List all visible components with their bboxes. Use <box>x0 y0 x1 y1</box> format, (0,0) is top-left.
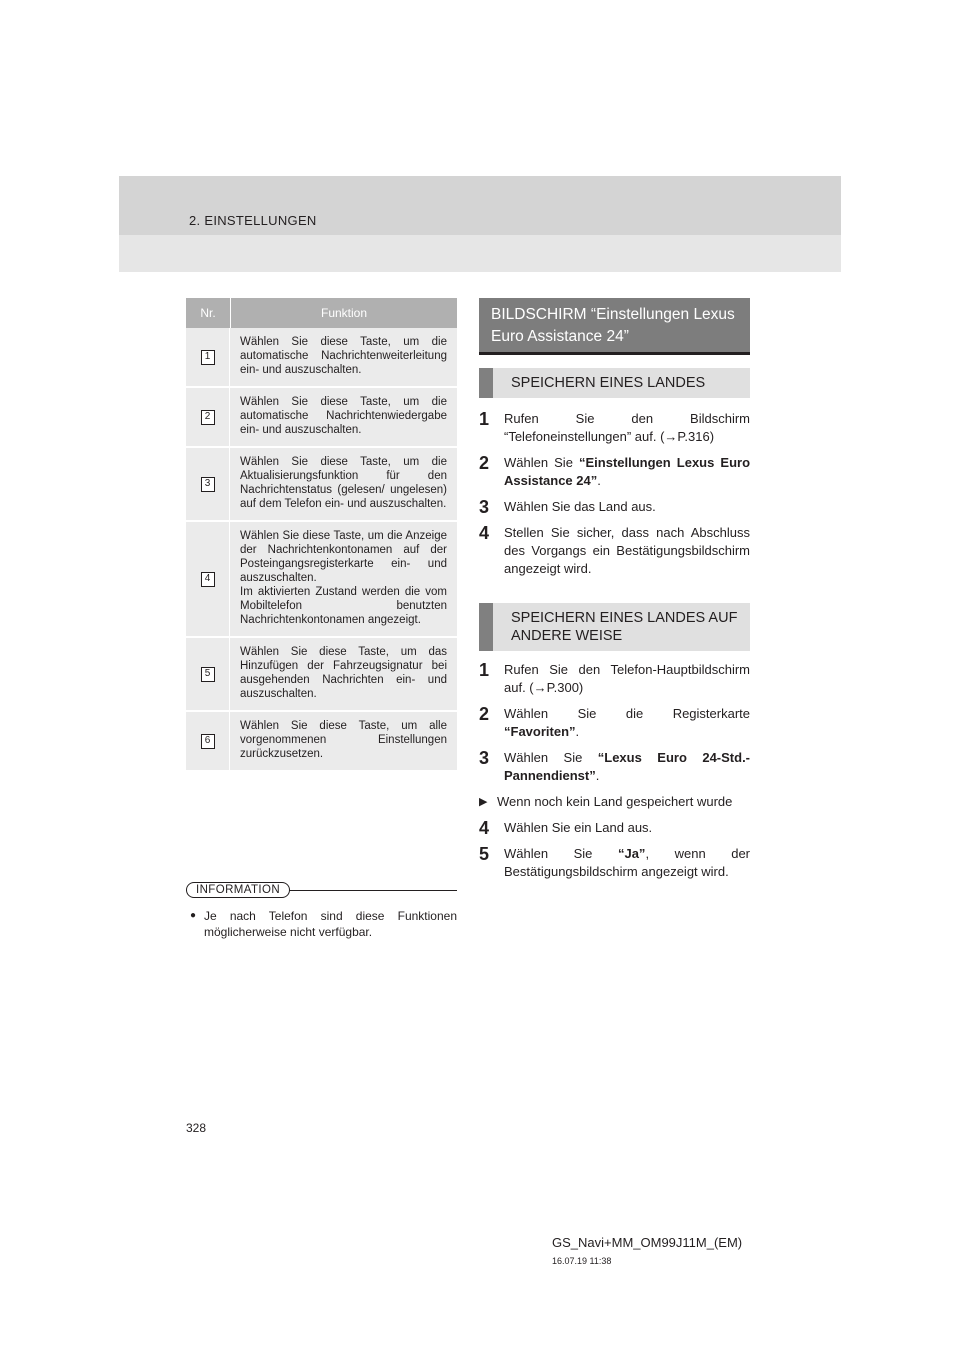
column-header-nr: Nr. <box>200 306 216 320</box>
list-item <box>479 661 750 697</box>
subsection-marker <box>479 603 493 651</box>
step-text-post: . <box>597 473 601 488</box>
print-date: 16.07.19 11:38 <box>552 1256 612 1266</box>
table-row <box>186 448 457 522</box>
function-table <box>186 298 457 772</box>
page-number: 328 <box>186 1121 207 1135</box>
row-text-6: Wählen Sie diese Taste, um alle vorgenommenen Einstellungen zurückzusetzen. <box>240 720 447 760</box>
step-text-bold: “Ja” <box>617 846 646 861</box>
row-text-1: Wählen Sie diese Taste, um die automatische Nachrichtenweiterleitung ein- und auszuschalten. <box>240 336 447 376</box>
step-text-pre: Wählen Sie die Registerkarte <box>504 706 750 721</box>
list-item <box>479 498 750 516</box>
row-number-4: 4 <box>201 572 215 587</box>
step-text-pre: Wählen Sie <box>504 846 618 861</box>
step-text: Wählen Sie ein Land aus. <box>504 820 653 835</box>
list-item <box>479 819 750 837</box>
column-header-function: Funktion <box>230 298 457 328</box>
row-text-4-part1: Wählen Sie diese Taste, um die Anzeige der Nachrichtenkontonamen auf der Posteingangsregisterkarte ein- und auszuschalten. <box>240 530 447 584</box>
step-text-bold: “Lexus Euro 24-Std.-Pannendienst” <box>504 750 751 783</box>
step-number: 3 <box>479 748 490 768</box>
list-item <box>479 793 750 811</box>
list-item <box>479 524 750 578</box>
subsection-title-text-1: SPEICHERN EINES LANDES <box>511 375 706 391</box>
row-text-4-part2: Im aktivierten Zustand werden die vom Mobiltelefon benutzten Nachrichtenkontonamen angezeigt. <box>240 586 447 626</box>
step-number: 1 <box>479 409 490 429</box>
step-text <box>504 454 750 490</box>
table-row <box>186 328 457 388</box>
step-text: Rufen Sie den Bildschirm “Telefoneinstellungen” auf. (→P.316) <box>504 411 750 444</box>
list-item <box>479 410 750 446</box>
row-number-6: 6 <box>201 734 215 749</box>
list-item <box>479 845 750 881</box>
row-text-5: Wählen Sie diese Taste, um das Hinzufügen der Fahrzeugsignatur bei ausgehenden Nachrichten ein- und auszuschalten. <box>240 646 447 700</box>
step-number: 4 <box>479 818 490 838</box>
subsection-title-1 <box>479 368 750 398</box>
information-text: Je nach Telefon sind diese Funktionen möglicherweise nicht verfügbar. <box>204 909 457 939</box>
subsection-title-2 <box>479 603 750 651</box>
row-number-5: 5 <box>201 667 215 682</box>
section-title: BILDSCHIRM “Einstellungen Lexus Euro Assistance 24” <box>479 298 750 355</box>
table-row <box>186 522 457 638</box>
step-text <box>504 705 750 741</box>
step-number: 3 <box>479 497 490 517</box>
row-text-2: Wählen Sie diese Taste, um die automatische Nachrichtenwiedergabe ein- und auszuschalten. <box>240 396 447 436</box>
list-item <box>479 705 750 741</box>
step-text <box>504 845 750 881</box>
table-row <box>186 388 457 448</box>
step-text: Wählen Sie das Land aus. <box>504 499 656 514</box>
table-row <box>186 712 457 772</box>
step-text-pre: Wählen Sie <box>504 750 598 765</box>
step-text-post: , wenn der Bestätigungsbildschirm angezeigt wird. <box>504 846 751 879</box>
steps-list-1 <box>479 410 750 586</box>
step-text-post: . <box>575 724 580 739</box>
information-label: INFORMATION <box>186 882 290 898</box>
row-number-3: 3 <box>201 477 215 492</box>
section-header: 2. EINSTELLUNGEN <box>189 213 317 228</box>
header-band <box>119 176 841 272</box>
table-header <box>186 298 457 328</box>
step-text-pre: Wählen Sie <box>504 455 579 470</box>
step-number: 2 <box>479 453 490 473</box>
table-row <box>186 638 457 712</box>
step-text-bold: “Favoriten” <box>504 724 576 739</box>
information-box <box>186 880 457 940</box>
list-item <box>479 454 750 490</box>
model-code: GS_Navi+MM_OM99J11M_(EM) <box>552 1235 743 1250</box>
step-text: Stellen Sie sicher, dass nach Abschluss des Vorgangs ein Bestätigungsbildschirm angezeigt wird. <box>504 525 750 576</box>
row-text-3: Wählen Sie diese Taste, um die Aktualisierungsfunktion für den Nachrichtenstatus (gelesen/ ungelesen) auf dem Telefon ein- und auszuschalten. <box>240 456 447 510</box>
row-number-1: 1 <box>201 350 215 365</box>
step-text <box>504 749 750 785</box>
step-text: Wenn noch kein Land gespeichert wurde <box>497 794 733 809</box>
subsection-title-text-2: SPEICHERN EINES LANDES AUF ANDERE WEISE <box>511 610 738 644</box>
bullet-icon: ● <box>190 910 197 921</box>
step-number: 2 <box>479 704 490 724</box>
arrow-right-icon: ▶ <box>479 796 488 808</box>
subsection-marker <box>479 368 493 398</box>
row-text-4 <box>230 522 457 636</box>
step-text: Rufen Sie den Telefon-Hauptbildschirm auf. (→P.300) <box>504 662 750 695</box>
step-number: 5 <box>479 844 490 864</box>
step-number: 4 <box>479 523 490 543</box>
step-number: 1 <box>479 660 490 680</box>
list-item <box>479 749 750 785</box>
row-number-2: 2 <box>201 410 215 425</box>
step-text-bold: “Einstellungen Lexus Euro Assistance 24” <box>504 455 751 488</box>
step-text-post: . <box>595 768 600 783</box>
steps-list-2 <box>479 661 750 889</box>
